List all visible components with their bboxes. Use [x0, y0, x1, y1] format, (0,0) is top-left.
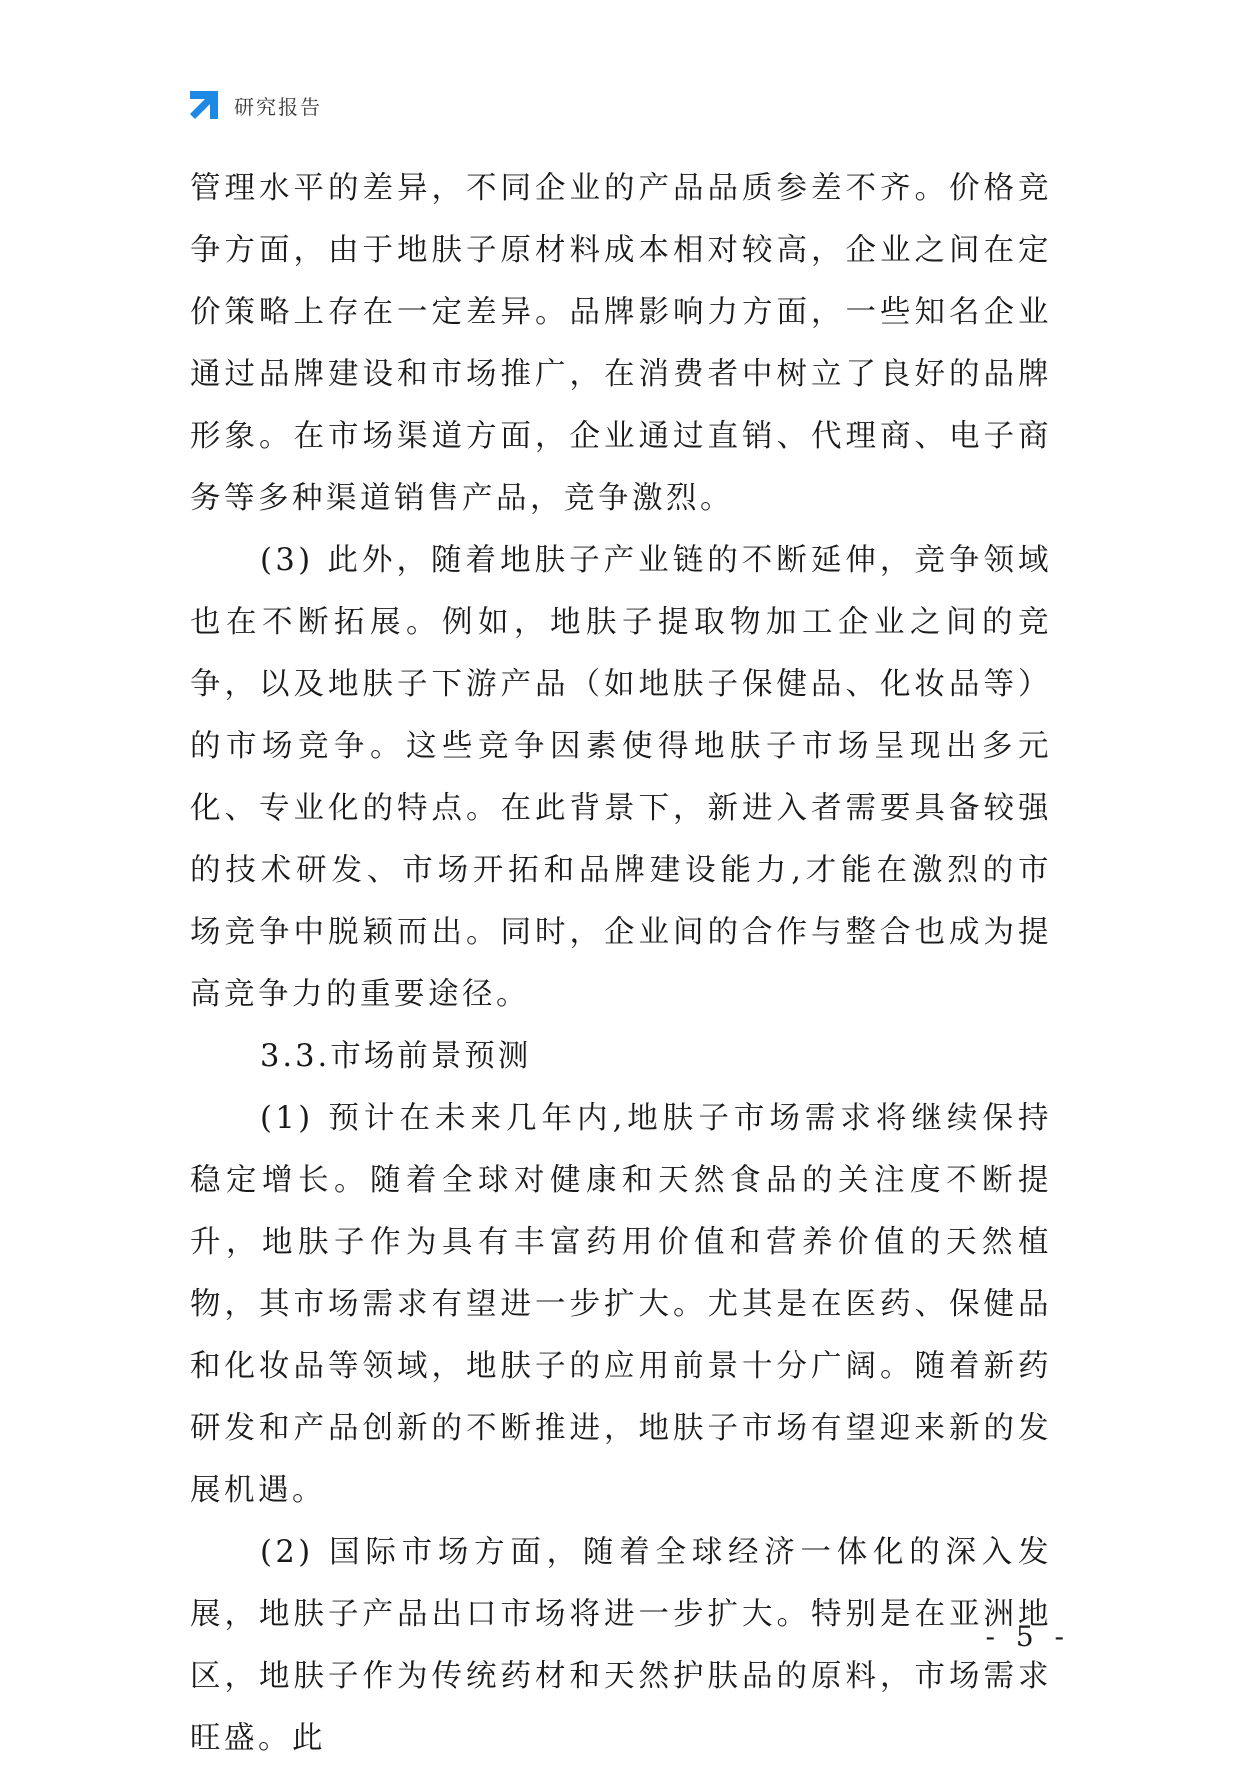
page-header: [188, 88, 322, 122]
document-body: [190, 158, 1052, 1770]
paragraph-forecast-1: (1) 预计在未来几年内,地肤子市场需求将继续保持稳定增长。随着全球对健康和天然食品的关注度不断提升，地肤子作为具有丰富药用价值和营养价值的天然植物，其市场需求有望进一步扩大。尤其是在医药、保健品和化妆品等领域，地肤子的应用前景十分广阔。随着新药研发和产品创新的不断推进，地肤子市场有望迎来新的发展机遇。: [190, 1101, 1052, 1508]
section-heading: 3.3.市场前景预测: [260, 1039, 532, 1074]
paragraph-forecast-2: (2) 国际市场方面，随着全球经济一体化的深入发展，地肤子产品出口市场将进一步扩大。特别是在亚洲地区，地肤子作为传统药材和天然护肤品的原料，市场需求旺盛。此: [190, 1535, 1052, 1756]
header-title: 研究报告: [234, 94, 322, 119]
paragraph-competition-continued: 管理水平的差异，不同企业的产品品质参差不齐。价格竞争方面，由于地肤子原材料成本相对较高，企业之间在定价策略上存在一定差异。品牌影响力方面，一些知名企业通过品牌建设和市场推广，在消费者中树立了良好的品牌形象。在市场渠道方面，企业通过直销、代理商、电子商务等多种渠道销售产品，竞争激烈。: [190, 171, 1052, 516]
diagonal-arrow-logo-icon: [188, 89, 220, 121]
paragraph-item-3: (3) 此外，随着地肤子产业链的不断延伸，竞争领域也在不断拓展。例如，地肤子提取物加工企业之间的竞争，以及地肤子下游产品（如地肤子保健品、化妆品等）的市场竞争。这些竞争因素使得地肤子市场呈现出多元化、专业化的特点。在此背景下，新进入者需要具备较强的技术研发、市场开拓和品牌建设能力,才能在激烈的市场竞争中脱颖而出。同时，企业间的合作与整合也成为提高竞争力的重要途径。: [190, 543, 1052, 1012]
page-number: - 5 -: [985, 1620, 1070, 1653]
